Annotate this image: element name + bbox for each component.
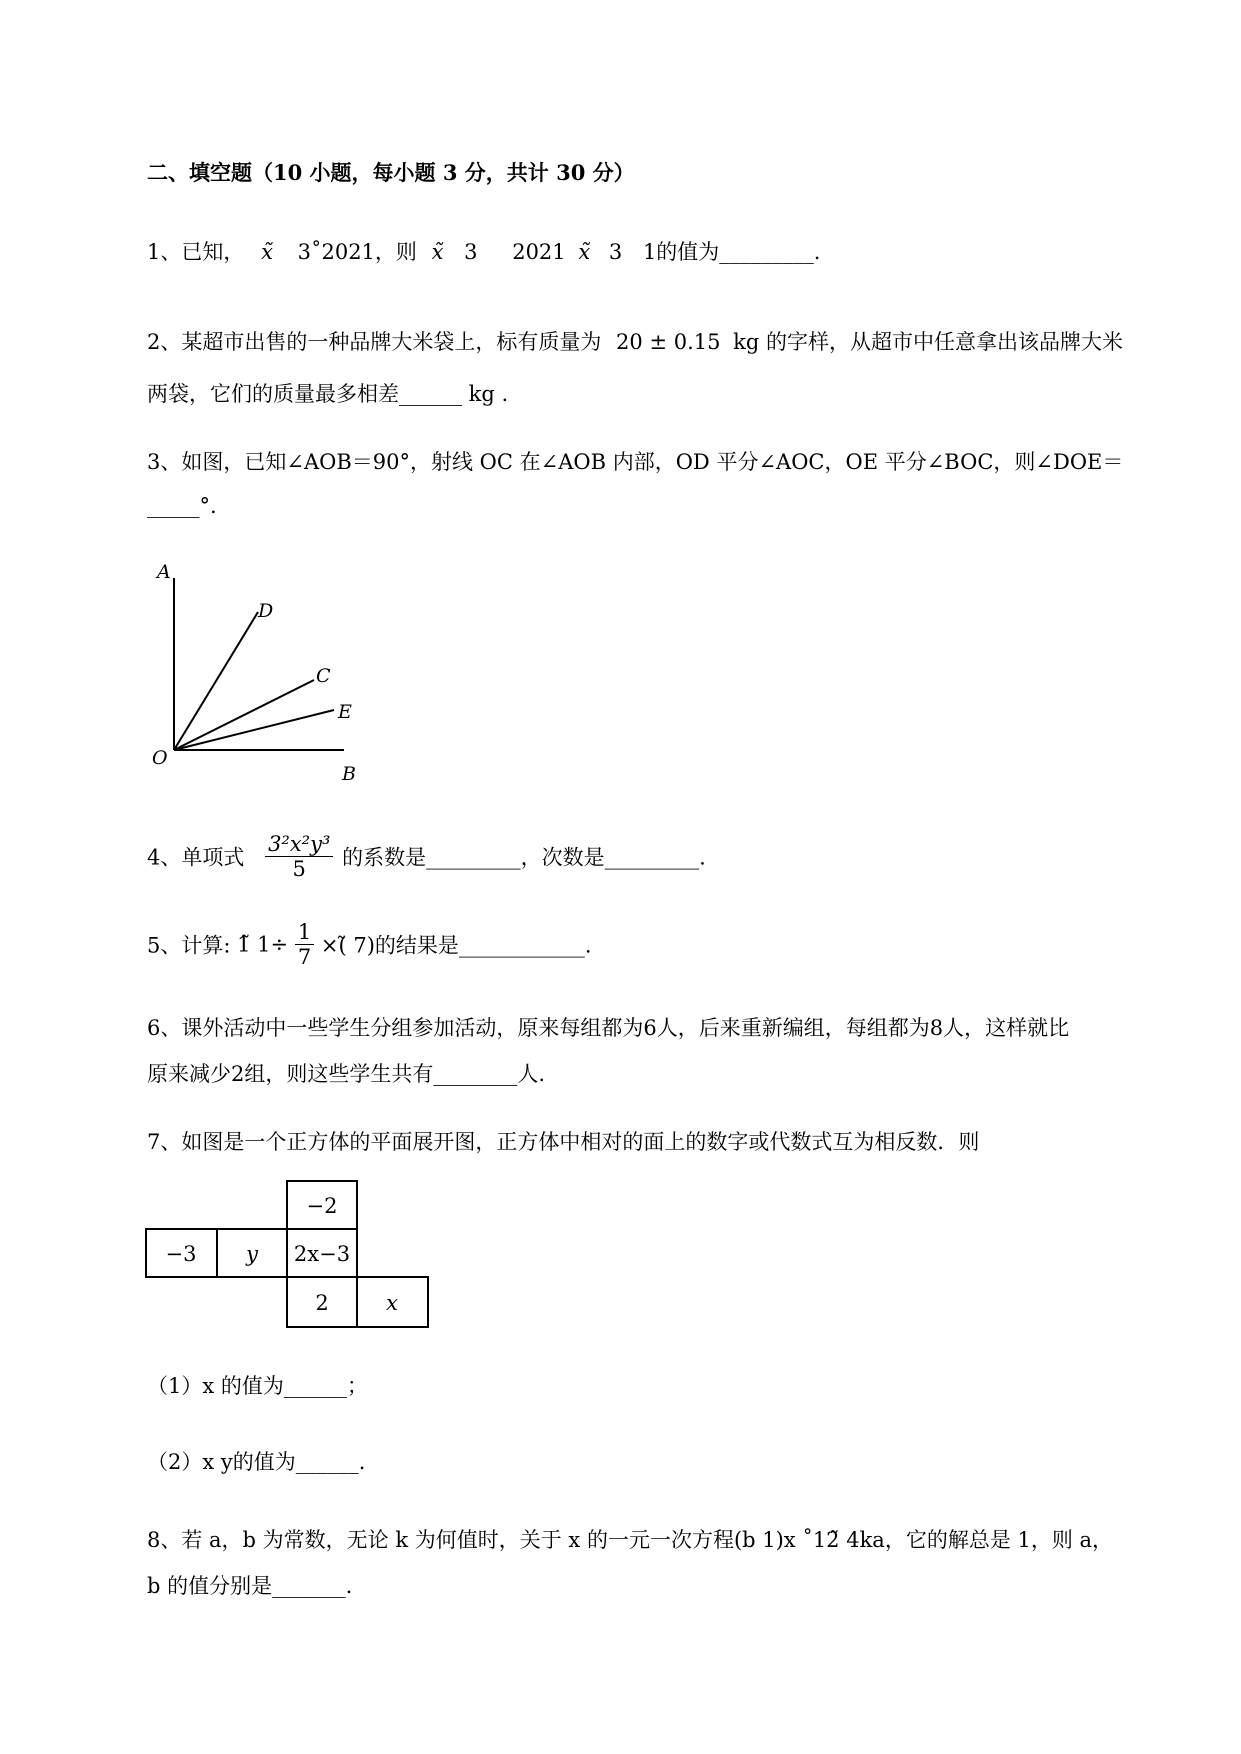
q4-suffix: 的系数是_________，次数是_________. [342,845,706,870]
q2-text-c: kg 的字样，从超市中任意拿出该品牌大米 [733,330,1124,354]
question-6-line-2: 原来减少2组，则这些学生共有________人. [147,1062,546,1086]
net-text-left: −3 [165,1242,197,1266]
q1-text-i: 3 [608,240,623,264]
q2-mass: 20 ± 0.15 [616,330,721,354]
question-4 [147,832,706,881]
question-3-line-1: 3、如图，已知∠AOB＝90°，射线 OC 在∠AOB 内部，OD 平分∠AOC，OE 平分∠BOC，则∠DOE＝ [147,450,1124,474]
question-7-sub-2: （2）x y的值为______. [147,1450,366,1474]
label-b: B [342,763,356,785]
question-8-line-2: b 的值分别是_______. [147,1574,353,1598]
question-8-line-1: 8、若 a，b 为常数，无论 k 为何值时，关于 x 的一元一次方程(b 1)x ˚12̃ 4ka，它的解总是 1，则 a， [147,1528,1114,1552]
label-d: D [258,600,274,622]
q4-fraction [265,832,333,881]
q1-text-g: 2021 [512,240,566,264]
q1-text-d: ˚2021，则 [310,240,417,264]
question-2-line-2: 两袋，它们的质量最多相差______ kg . [147,382,509,406]
question-6-line-1: 6、课外活动中一些学生分组参加活动，原来每组都为6人，后来重新编组，每组都为8人，这样就比 [147,1016,1070,1040]
question-5 [147,920,592,969]
q4-numerator: 3²x²y³ [265,832,333,857]
net-text-center: 2x−3 [293,1242,351,1266]
question-1 [147,236,820,266]
q2-text-a: 2、某超市出售的一种品牌大米袋上，标有质量为 [147,330,602,354]
q1-text-j: 1的值为_________. [642,240,821,264]
net-cell-mid-left [217,1229,287,1277]
question-7-line-1: 7、如图是一个正方体的平面展开图，正方体中相对的面上的数字或代数式互为相反数．则 [147,1130,980,1154]
label-e: E [338,701,352,723]
net-text-top: −2 [306,1194,338,1218]
q1-text-h: x̃ [578,240,591,264]
q5-fraction [295,920,314,969]
q1-text-a: 1、已知， [147,240,245,264]
net-text-bottom: 2 [315,1291,329,1315]
q1-text-b: x̃ [261,240,273,264]
net-text-bottom-right: x [386,1291,398,1315]
q1-text-c: 3 [297,240,311,264]
net-cell-left [146,1229,217,1277]
ray-od [174,612,258,750]
net-text-mid-left: y [246,1242,258,1266]
question-3-line-2: _____°. [147,494,217,518]
q4-prefix: 4、单项式 [147,845,245,870]
net-cell-bottom-right [357,1277,428,1327]
net-cell-top [287,1181,357,1229]
label-o: O [152,747,168,769]
ray-oe [174,710,334,750]
q1-text-f: 3 [464,240,478,264]
section-title: 二、填空题（10 小题，每小题 3 分，共计 30 分） [147,160,635,185]
q5-prefix: 5、计算: [147,933,231,958]
q5-numerator: 1 [295,920,314,945]
net-cell-bottom [287,1277,357,1327]
q5-denominator: 7 [297,945,312,970]
question-7-sub-1: （1）x 的值为______； [147,1374,368,1398]
q1-text-e: x̃ [431,240,444,264]
net-cell-center [287,1229,357,1277]
q4-denominator: 5 [292,857,306,882]
label-c: C [316,665,331,687]
ray-oc [174,680,314,750]
q5-expr-a: 1̃ 1÷ [237,932,289,957]
label-a: A [157,561,171,583]
q5-expr-b: ×(̃ 7)的结果是____________. [320,933,592,958]
question-2-line-1 [147,326,1123,356]
